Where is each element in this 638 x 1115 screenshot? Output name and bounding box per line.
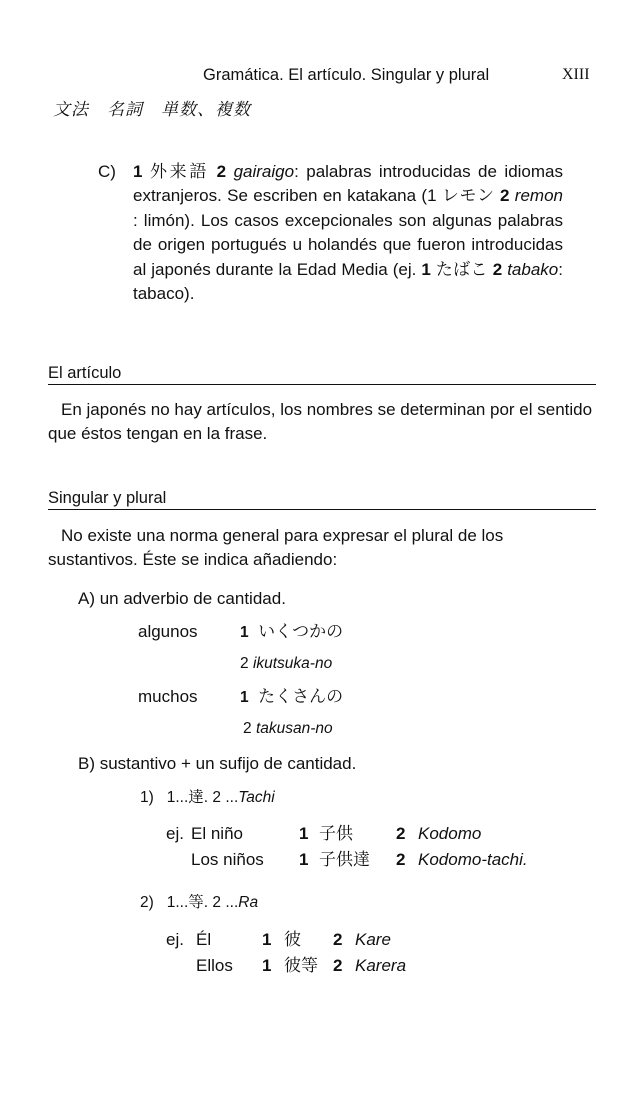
sub-number: 1)	[140, 789, 154, 806]
word-algunos: algunos	[138, 622, 198, 641]
gairaigo-romaji: gairaigo	[233, 162, 295, 181]
item-b: B) sustantivo + un sufijo de cantidad.	[78, 754, 357, 773]
num-2: 2	[396, 850, 406, 869]
example-es-ellos: Ellos	[196, 956, 233, 975]
suffix-ra-line	[140, 890, 258, 915]
num-2: 2	[333, 930, 343, 949]
example-jp-kodomotachi: 子供達	[319, 850, 370, 870]
example-jp-kare: 彼	[284, 930, 301, 950]
text-part-2: : limón). Los casos excepcionales son algunas palabras de origen portugués u holandés que fueron introducidas al japonés durante la Edad Media (ej.	[133, 210, 563, 279]
tabako-kana: たばこ	[435, 259, 488, 280]
example-label: ej.	[166, 824, 184, 843]
page-number: XIII	[562, 66, 590, 83]
example-es-ninos: Los niños	[191, 850, 264, 869]
example-romaji-karera: Karera	[355, 956, 407, 975]
example-es-el: Él	[196, 930, 212, 949]
example-romaji-kodomotachi: Kodomo-tachi.	[418, 850, 528, 869]
num-2: 2	[243, 720, 252, 737]
item-c-label: C)	[98, 162, 116, 181]
japanese-subtitle: 文法 名詞 単数、複数	[53, 100, 251, 120]
muchos-kana: たくさんの	[258, 687, 344, 707]
num-2: 2	[212, 894, 222, 911]
ra-romaji: Ra	[238, 894, 259, 911]
num-2: 2	[492, 259, 503, 279]
num-1: 1	[166, 789, 176, 806]
gairaigo-kanji: 外来語	[149, 162, 210, 182]
num-2: 2	[396, 824, 406, 843]
text-part-1: : palabras introducidas de idiomas extranjeros. Se escriben en katakana (	[133, 162, 563, 206]
muchos-romaji-line	[243, 717, 333, 741]
ra-kanji: 等	[188, 893, 204, 911]
text-part-3: : tabaco).	[133, 259, 563, 304]
articulo-paragraph: En japonés no hay artículos, los nombres se determinan por el sentido que éstos tengan en la frase.	[48, 400, 593, 444]
word-muchos: muchos	[138, 687, 198, 706]
num-2: 2	[500, 186, 510, 206]
dots: ...	[221, 789, 239, 806]
tachi-romaji: Tachi	[238, 789, 275, 806]
num-1: 1	[166, 894, 176, 911]
num-1: 1	[240, 624, 249, 641]
num-1: 1	[262, 956, 272, 975]
example-jp-karera: 彼等	[284, 956, 318, 976]
example-romaji-kodomo: Kodomo	[418, 824, 482, 843]
num-1: 1	[427, 186, 437, 206]
num-1: 1	[299, 824, 309, 843]
separator: .	[203, 789, 213, 806]
num-2: 2	[216, 162, 227, 181]
num-1: 1	[133, 162, 143, 181]
algunos-romaji: ikutsuka-no	[252, 655, 333, 672]
separator: .	[203, 894, 213, 911]
dots: ...	[221, 894, 239, 911]
sub-number: 2)	[140, 894, 154, 911]
num-2: 2	[333, 956, 343, 975]
gairaigo-paragraph	[98, 160, 563, 306]
dots: ...	[175, 789, 189, 806]
remon-romaji: remon	[514, 186, 563, 206]
muchos-japanese	[240, 685, 343, 710]
example-es-nino: El niño	[191, 824, 243, 843]
algunos-kana: いくつかの	[258, 622, 344, 642]
suffix-tachi-line	[140, 785, 275, 810]
num-2: 2	[212, 789, 222, 806]
item-a: A) un adverbio de cantidad.	[78, 589, 286, 608]
muchos-romaji: takusan-no	[255, 720, 333, 737]
gairaigo-text	[133, 160, 563, 306]
plural-paragraph: No existe una norma general para expresar el plural de los sustantivos. Éste se indica añadiendo:	[48, 526, 504, 570]
num-2: 2	[240, 655, 249, 672]
example-jp-kodomo: 子供	[319, 824, 353, 844]
dots: ...	[175, 894, 189, 911]
running-head-title: Gramática. El artículo. Singular y plural	[203, 66, 490, 84]
num-1: 1	[240, 689, 249, 706]
algunos-romaji-line	[240, 652, 332, 676]
algunos-japanese	[240, 620, 343, 645]
tabako-romaji: tabako	[507, 259, 559, 279]
tachi-kanji: 達	[188, 788, 204, 806]
num-1: 1	[299, 850, 309, 869]
num-1: 1	[421, 259, 431, 279]
example-romaji-kare: Kare	[355, 930, 391, 949]
remon-katakana: レモン	[441, 186, 495, 207]
num-1: 1	[262, 930, 272, 949]
section-title-plural: Singular y plural	[48, 489, 596, 510]
example-label: ej.	[166, 930, 184, 949]
section-title-articulo: El artículo	[48, 364, 596, 385]
